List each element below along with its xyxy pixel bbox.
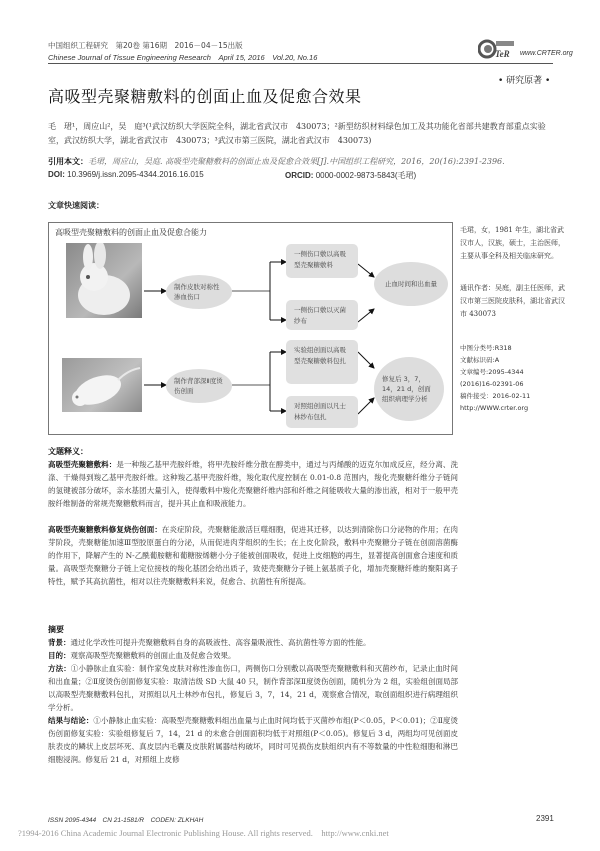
- results-text: ①小静脉止血实验：高吸型壳聚糖敷料组出血量与止血时间均低于灭菌纱布组(P＜0.05，P＜0.01)；②Ⅱ度烫伤创面修复实验：实验组修复后 7，14，21 d 的未愈合创面面积均低于对照组(P＜0.05)。修复后 3 d，两组均可见创面皮肤表皮的鳞状上皮层坏死、真皮层内毛囊及皮肤附属器结构破坏，同时可见损伤皮肤组织内有不等数量的中性粒细胞和淋巴细胞浸润。修复后 21 d，对照组上皮修: [48, 716, 458, 764]
- methods-label: 方法：: [48, 664, 71, 673]
- box-control-group: 对照组创面以凡士林纱布包扎: [286, 396, 358, 428]
- background-text: 通过化学改性可提升壳聚糖敷料自身的高吸液性、高容量吸液性、高抗菌性等方面的性能。: [70, 638, 371, 647]
- received-date: 稿件接受：2016-02-11: [460, 392, 531, 400]
- article-number: 文章编号:2095-4344: [460, 368, 524, 376]
- diagram-title: 高吸型壳聚糖敷料的创面止血及促愈合能力: [55, 228, 207, 237]
- term-2-label: 高吸型壳聚糖敷料修复烧伤创面：: [48, 525, 162, 534]
- corresponding-author: 通讯作者：吴庭，副主任医师，武汉市第三医院皮肤科，湖北省武汉市 430073: [460, 284, 565, 318]
- authors-affiliations: 毛 珺¹，周应山²，吴 庭³(¹武汉纺织大学医院全科，湖北省武汉市 430073；²新型纺织材料绿色加工及其功能化省部共建教育部重点实验室，武汉纺织大学，湖北省武汉市 430073；³武汉市第三医院，湖北省武汉市 430073): [48, 122, 546, 145]
- citation-label: 引用本文：: [48, 157, 88, 166]
- crter-logo: [478, 38, 518, 60]
- header-rule: [48, 63, 553, 64]
- journal-header-en: Chinese Journal of Tissue Engineering Research April 15, 2016 Vol.20, No.16: [48, 53, 318, 62]
- result-ellipse-pathology: 修复后 3，7，14，21 d，创面组织病理学分析: [374, 357, 444, 421]
- glossary-term-2: [48, 523, 458, 588]
- doi-value[interactable]: 10.3969/j.issn.2095-4344.2016.16.015: [67, 170, 204, 179]
- footer-issn: ISSN 2095-4344 CN 21-1581/R CODEN: ZLKHAH: [48, 817, 204, 824]
- box-gauze-side: 一侧伤口敷以灭菌纱布: [286, 300, 358, 330]
- abstract-methods: [48, 662, 458, 714]
- methods-text: ①小静脉止血实验：制作家兔皮肤对称性渗血伤口，两侧伤口分别敷以高吸型壳聚糖敷料和灭菌纱布，记录止血时间和出血量；②Ⅱ度烫伤创面修复实验：取清洁级 SD 大鼠 40 只，制作背部深Ⅱ度烫伤创面，随机分为 2 组，实验组创面局部以高吸型壳聚糖敷料包扎，对照组以凡士林纱布包扎，修复后 3，7，14，21 d，观察愈合情况，取创面组织进行病理组织学分析。: [48, 664, 459, 712]
- doi-label: DOI:: [48, 170, 65, 179]
- objective-label: 目的：: [48, 651, 71, 660]
- crter-url: www.CRTER.org: [520, 50, 573, 57]
- step-ellipse-burn: 制作背部深Ⅱ度烫伤创面: [166, 369, 232, 403]
- copyright-notice: ?1994-2016 China Academic Journal Electronic Publishing House. All rights reserved. http://www.cnki.net: [18, 828, 389, 838]
- document-code: 文献标识码:A: [460, 356, 500, 364]
- abstract-heading: 摘要: [48, 625, 64, 634]
- abstract-results: [48, 714, 458, 766]
- page-number: 2391: [536, 814, 554, 823]
- abstract-background: [48, 636, 458, 649]
- doi: [48, 170, 204, 179]
- citation-text: 毛珺，周应山，吴庭. 高吸型壳聚糖敷料的创面止血及促愈合效果[J].中国组织工程研究，2016，20(16):2391-2396.: [88, 157, 505, 166]
- box-experimental-group: 实验组创面以高吸型壳聚糖敷料包扎: [286, 340, 358, 384]
- glossary-heading: 文题释义：: [48, 447, 88, 456]
- quick-read-heading: 文章快速阅读：: [48, 201, 104, 210]
- clc-number: 中图分类号:R318: [460, 344, 512, 352]
- orcid-value: 0000-0002-9873-5843(毛珺): [315, 171, 417, 180]
- article-title: 高吸型壳聚糖敷料的创面止血及促愈合效果: [48, 87, 362, 106]
- term-2-text: 在炎症阶段，壳聚糖能激活巨噬细胞，促进其迁移，以达到清除伤口分泌物的作用；在肉芽阶段，壳聚糖能加速Ⅲ型胶原蛋白的分泌，从而促进肉芽组织的生长；在上皮化阶段，敷料中壳聚糖分子链在创面溶菌酶的作用下，降解产生的 N-乙酰葡胺糖和葡糖胺烯糖小分子能被创面吸收，促进上皮细胞的再生，显著提高创面愈合速度和质量。高吸型壳聚糖分子链上定位接枝的羧化基团会给出质子，致使壳聚糖分子链上氨基质子化，增加壳聚糖纤维的聚阳离子特性，赋予其高抗菌性，相对以往壳聚糖敷料来说，促愈合、抗菌性有所提高。: [48, 525, 459, 586]
- journal-header-cn: 中国组织工程研究 第20卷 第16期 2016－04－15出版: [48, 41, 243, 50]
- author-bio: 毛珺，女，1981 年生，湖北省武汉市人，汉族，硕士，主治医师，主要从事全科及相关临床研究。: [460, 226, 565, 260]
- orcid: [285, 170, 416, 181]
- box-chitosan-side: 一侧伤口敷以高吸型壳聚糖敷料: [286, 244, 358, 278]
- results-label: 结果与结论：: [48, 716, 94, 725]
- glossary-term-1: [48, 458, 458, 510]
- term-1-text: 是一种羧乙基甲壳胺纤维，将甲壳胺纤维分散在醇类中，通过与丙烯酸的迈克尔加成反应，经分离、洗涤、干燥得到羧乙基甲壳胺纤维。这种羧乙基甲壳胺纤维，羧化取代度控制在 0.01-0.8 范围内，羧化壳聚糖纤维分子链间的氢键被部分破坏，亲水基团大量引入，使得敷料中羧化壳聚糖纤维内部和纤维之间能吸收大量的渗出液，相对于一般甲壳胺纤维制备的常规壳聚糖敷料而言，提升其止血和吸液能力。: [48, 460, 459, 508]
- objective-text: 观察高吸型壳聚糖敷料的创面止血及促愈合效果。: [70, 651, 236, 660]
- journal-url[interactable]: http://WWW.crter.org: [460, 404, 529, 412]
- background-label: 背景：: [48, 638, 71, 647]
- term-1-label: 高吸型壳聚糖敷料：: [48, 460, 117, 469]
- article-type-badge: • 研究原著 •: [498, 76, 551, 86]
- abstract-objective: [48, 649, 458, 662]
- step-ellipse-wound: 制作皮肤对称性渗血伤口: [166, 275, 232, 309]
- result-ellipse-bleeding: 止血时间和出血量: [374, 262, 448, 306]
- citation: [48, 156, 568, 167]
- article-number-cont: (2016)16-02391-06: [460, 380, 524, 388]
- svg-text:TeR: TeR: [495, 49, 510, 59]
- orcid-label: ORCID:: [285, 171, 314, 180]
